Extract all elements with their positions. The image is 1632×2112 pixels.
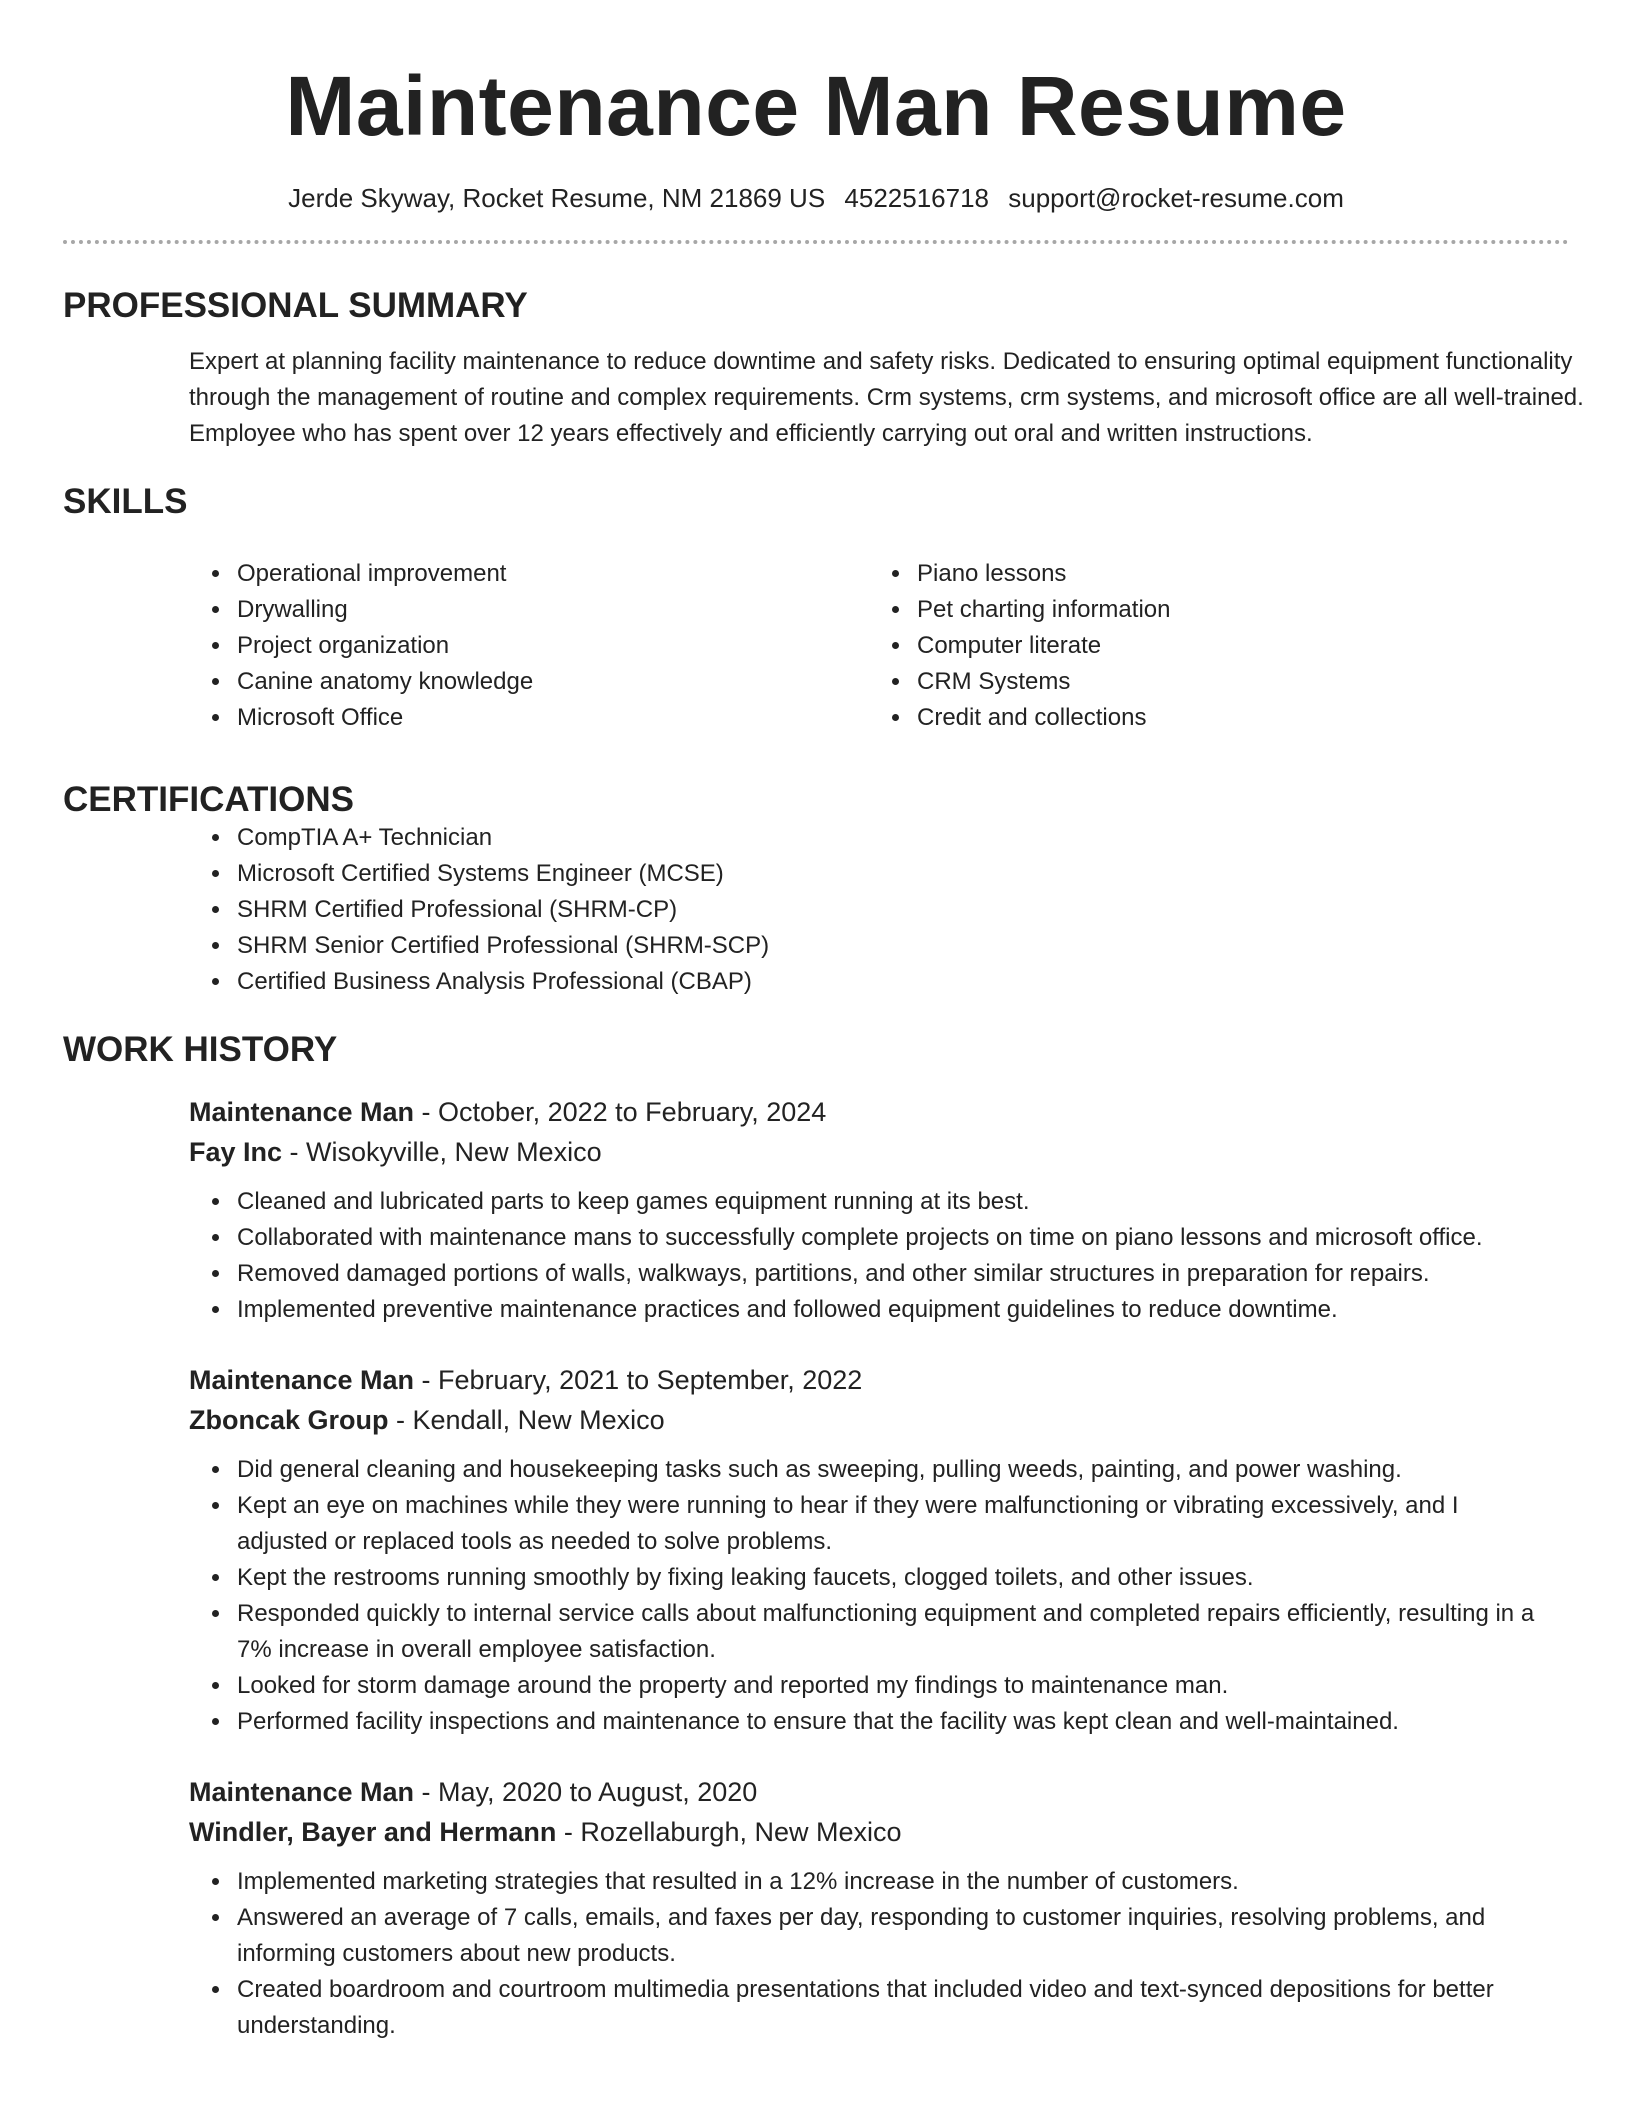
skill-item: • Canine anatomy knowledge [233,664,743,700]
job-bullets [63,1864,1569,2044]
job-bullet: • Collaborated with maintenance mans to successfully complete projects on time on piano lessons and microsoft office. [233,1220,1547,1256]
job-bullet: • Answered an average of 7 calls, emails, and faxes per day, responding to customer inquiries, resolving problems, and informing customers about new products. [233,1900,1547,1972]
skill-item: • Credit and collections [913,700,1170,736]
job-bullet: • Kept the restrooms running smoothly by fixing leaking faucets, clogged toilets, and other issues. [233,1560,1547,1596]
job-bullet: • Kept an eye on machines while they were running to hear if they were malfunctioning or vibrating excessively, and I adjusted or replaced tools as needed to solve problems. [233,1488,1547,1560]
header-divider [63,240,1569,244]
job-bullet: • Responded quickly to internal service calls about malfunctioning equipment and completed repairs efficiently, resulting in a 7% increase in overall employee satisfaction. [233,1596,1547,1668]
job-dates: - February, 2021 to September, 2022 [414,1365,863,1395]
skills-list-right [913,556,1170,736]
job-bullet: • Looked for storm damage around the property and reported my findings to maintenance man. [233,1668,1547,1704]
skill-item: • Drywalling [233,592,743,628]
job-role: Maintenance Man [189,1777,415,1807]
job-bullet: • Performed facility inspections and maintenance to ensure that the facility was kept clean and well-maintained. [233,1704,1547,1740]
job-entry [63,1772,1569,2044]
job-company: Fay Inc [189,1137,283,1167]
skills-heading: SKILLS [63,482,188,521]
certification-item: • Certified Business Analysis Professional (CBAP) [233,964,1569,1000]
job-bullet: • Implemented preventive maintenance practices and followed equipment guidelines to reduce downtime. [233,1292,1547,1328]
job-bullet: • Implemented marketing strategies that resulted in a 12% increase in the number of customers. [233,1864,1547,1900]
certification-item: • SHRM Certified Professional (SHRM-CP) [233,892,1569,928]
contact-line [63,182,1569,214]
job-entry [63,1092,1569,1328]
job-location: - Kendall, New Mexico [388,1405,665,1435]
summary-heading: PROFESSIONAL SUMMARY [63,286,528,325]
job-bullets [63,1452,1569,1740]
job-role: Maintenance Man [189,1097,415,1127]
job-location: - Wisokyville, New Mexico [282,1137,602,1167]
job-company-line [189,1812,1569,1852]
certification-item: • CompTIA A+ Technician [233,820,1569,856]
certifications-list [63,820,1569,1000]
job-bullets [63,1184,1569,1328]
job-title-line [189,1092,1569,1132]
contact-email: support@rocket-resume.com [1008,183,1344,213]
skills-list-left [233,556,743,736]
job-company: Zboncak Group [189,1405,389,1435]
job-bullet: • Removed damaged portions of walls, walkways, partitions, and other similar structures in preparation for repairs. [233,1256,1547,1292]
job-bullet: • Did general cleaning and housekeeping tasks such as sweeping, pulling weeds, painting, and power washing. [233,1452,1547,1488]
skills-grid [63,540,1569,752]
job-dates: - May, 2020 to August, 2020 [414,1777,758,1807]
job-bullet: • Cleaned and lubricated parts to keep games equipment running at its best. [233,1184,1547,1220]
job-entry [63,1360,1569,1740]
skill-item: • Pet charting information [913,592,1170,628]
skill-item: • Computer literate [913,628,1170,664]
contact-address: Jerde Skyway, Rocket Resume, NM 21869 US [288,183,826,213]
certifications-heading: CERTIFICATIONS [63,780,355,819]
job-title-line [189,1360,1569,1400]
job-role: Maintenance Man [189,1365,415,1395]
skill-item: • Operational improvement [233,556,743,592]
job-company-line [189,1400,1569,1440]
work-history-heading: WORK HISTORY [63,1030,338,1069]
skill-item: • Piano lessons [913,556,1170,592]
job-company-line [189,1132,1569,1172]
certification-item: • Microsoft Certified Systems Engineer (MCSE) [233,856,1569,892]
job-bullet: • Created boardroom and courtroom multimedia presentations that included video and text-synced depositions for better understanding. [233,1972,1547,2044]
summary-text: Expert at planning facility maintenance to reduce downtime and safety risks. Dedicated to ensuring optimal equipment functionality through the management of routine and complex requirements. Crm systems, crm systems, and microsoft office are all well-trained. Employee who has spent over 12 years effectively and efficiently carrying out oral and written instructions. [189,348,1584,447]
skill-item: • CRM Systems [913,664,1170,700]
job-company: Windler, Bayer and Hermann [189,1817,557,1847]
skill-item: • Project organization [233,628,743,664]
job-location: - Rozellaburgh, New Mexico [556,1817,902,1847]
skill-item: • Microsoft Office [233,700,743,736]
contact-phone: 4522516718 [844,183,990,213]
job-dates: - October, 2022 to February, 2024 [414,1097,827,1127]
resume-title: Maintenance Man Resume [285,59,1347,153]
certification-item: • SHRM Senior Certified Professional (SHRM-SCP) [233,928,1569,964]
job-title-line [189,1772,1569,1812]
